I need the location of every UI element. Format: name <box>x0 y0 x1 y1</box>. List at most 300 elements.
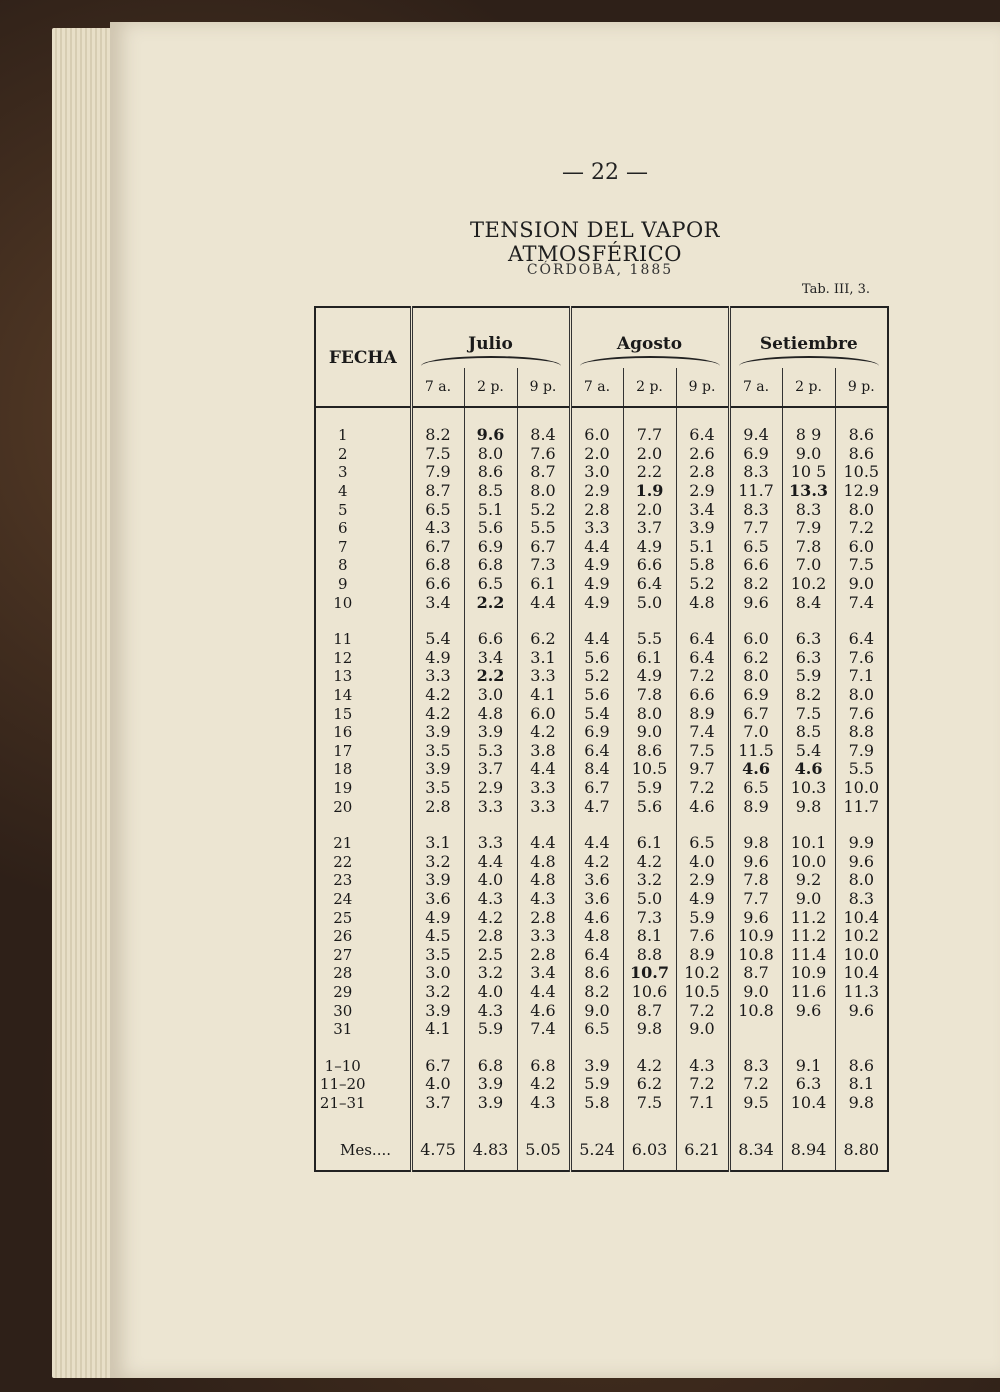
table-cell: 6.7 <box>411 538 464 557</box>
table-cell: 2.9 <box>676 871 729 890</box>
table-cell: 8.34 <box>729 1112 782 1171</box>
table-cell: 4.0 <box>464 983 517 1002</box>
table-cell: 8.7 <box>623 1001 676 1020</box>
table-cell: 6.4 <box>623 575 676 594</box>
table-cell: 4.5 <box>411 927 464 946</box>
table-cell: 7.8 <box>623 686 676 705</box>
table-cell: 3.3 <box>517 667 570 686</box>
row-label: 25 <box>333 908 353 927</box>
table-cell: 4.8 <box>570 927 623 946</box>
table-cell: 7.7 <box>729 890 782 909</box>
table-cell: 7.5 <box>676 742 729 761</box>
table-cell <box>729 1020 782 1039</box>
table-cell: 10.4 <box>782 1094 835 1113</box>
table-cell: 10.3 <box>782 779 835 798</box>
table-cell: 6.0 <box>570 407 623 445</box>
table-cell: 5.8 <box>676 556 729 575</box>
row-label: 3 <box>337 463 348 482</box>
page-title: TENSION DEL VAPOR ATMOSFÉRICO <box>469 218 720 266</box>
table-row <box>315 463 888 482</box>
table-cell: 8.0 <box>517 482 570 501</box>
table-cell: 2.8 <box>570 500 623 519</box>
table-cell: 3.8 <box>517 742 570 761</box>
table-cell: 6.4 <box>676 612 729 649</box>
table-cell: 4.9 <box>623 667 676 686</box>
table-cell: 10.0 <box>835 945 888 964</box>
table-cell: 4.3 <box>411 519 464 538</box>
table-cell: 2.9 <box>676 482 729 501</box>
table-cell: 10.5 <box>623 760 676 779</box>
row-label: 27 <box>333 945 353 964</box>
table-cell: 7.3 <box>517 556 570 575</box>
table-cell: 6.8 <box>464 1038 517 1075</box>
row-label: 17 <box>333 741 353 760</box>
table-cell: 5.6 <box>570 686 623 705</box>
table-cell: 4.9 <box>570 556 623 575</box>
table-cell: 8.7 <box>729 964 782 983</box>
table-row <box>315 871 888 890</box>
hour-header: 9 p. <box>676 368 729 407</box>
table-cell: 3.9 <box>676 519 729 538</box>
table-cell: 3.7 <box>623 519 676 538</box>
table-cell: 2.2 <box>464 667 517 686</box>
table-cell: 3.0 <box>464 686 517 705</box>
table-cell: 11.6 <box>782 983 835 1002</box>
table-row <box>315 667 888 686</box>
table-cell: 2.8 <box>411 797 464 816</box>
table-cell: 4.6 <box>517 1001 570 1020</box>
table-cell: 8.0 <box>729 667 782 686</box>
table-cell: 4.2 <box>623 852 676 871</box>
table-cell: 8.8 <box>623 945 676 964</box>
row-label: 13 <box>333 667 353 686</box>
table-cell: 2.8 <box>676 463 729 482</box>
table-cell: 4.9 <box>411 649 464 668</box>
table-cell: 3.3 <box>464 797 517 816</box>
table-cell: 5.6 <box>623 797 676 816</box>
table-cell: 7.2 <box>676 1001 729 1020</box>
table-cell: 8.2 <box>782 686 835 705</box>
table-cell: 9.8 <box>729 816 782 853</box>
hour-header: 9 p. <box>835 368 888 407</box>
table-cell: 9.0 <box>782 890 835 909</box>
table-cell: 6.0 <box>835 538 888 557</box>
month-header: Julio <box>411 307 570 354</box>
page-number: — 22 — <box>562 160 648 185</box>
table-cell: 4.83 <box>464 1112 517 1171</box>
table-cell: 4.8 <box>517 852 570 871</box>
table-cell: 4.6 <box>782 760 835 779</box>
table-cell: 7.1 <box>835 667 888 686</box>
table-cell: 7.8 <box>782 538 835 557</box>
table-cell: 6.1 <box>623 649 676 668</box>
table-row <box>315 649 888 668</box>
table-cell: 7.4 <box>835 593 888 612</box>
table-cell: 6.8 <box>411 556 464 575</box>
row-label: 16 <box>333 723 353 742</box>
table-cell: 7.2 <box>676 779 729 798</box>
row-label: 12 <box>333 648 353 667</box>
table-cell: 3.9 <box>464 723 517 742</box>
table-cell: 5.4 <box>782 742 835 761</box>
table-cell: 5.1 <box>464 500 517 519</box>
table-cell: 9.0 <box>835 575 888 594</box>
table-cell: 4.2 <box>623 1038 676 1075</box>
table-row <box>315 1001 888 1020</box>
table-cell: 7.4 <box>517 1020 570 1039</box>
month-header: Agosto <box>570 307 729 354</box>
table-cell: 9.9 <box>835 816 888 853</box>
table-cell: 8.0 <box>835 686 888 705</box>
table-cell: 4.6 <box>570 908 623 927</box>
table-cell: 6.03 <box>623 1112 676 1171</box>
table-cell: 7.7 <box>623 407 676 445</box>
table-cell: 3.5 <box>411 945 464 964</box>
table-cell: 8.6 <box>570 964 623 983</box>
table-cell: 4.9 <box>411 908 464 927</box>
table-cell: 4.1 <box>411 1020 464 1039</box>
table-cell: 9.8 <box>835 1094 888 1113</box>
table-row <box>315 964 888 983</box>
table-cell: 3.3 <box>517 779 570 798</box>
table-cell: 6.8 <box>517 1038 570 1075</box>
table-cell: 10 5 <box>782 463 835 482</box>
row-label: 23 <box>333 871 353 890</box>
table-cell: 8.7 <box>411 482 464 501</box>
row-label: 18 <box>333 760 353 779</box>
table-cell: 3.3 <box>517 927 570 946</box>
table-cell: 6.1 <box>623 816 676 853</box>
subtitle: CÓRDOBA, 1885 <box>526 262 674 278</box>
table-cell: 9.0 <box>676 1020 729 1039</box>
table-cell: 6.4 <box>570 742 623 761</box>
table-cell: 8.2 <box>570 983 623 1002</box>
table-row <box>315 538 888 557</box>
row-label: 31 <box>333 1020 353 1039</box>
row-label: 24 <box>333 889 353 908</box>
month-header: Setiembre <box>729 307 888 354</box>
table-cell: 10.9 <box>782 964 835 983</box>
table-row <box>315 556 888 575</box>
table-cell: 11.5 <box>729 742 782 761</box>
table-cell: 4.9 <box>623 538 676 557</box>
table-cell: 8.3 <box>782 500 835 519</box>
row-label: 1–10 <box>324 1056 361 1075</box>
table-row <box>315 407 888 445</box>
table-cell: 9.6 <box>729 593 782 612</box>
table-cell: 2.2 <box>623 463 676 482</box>
row-label: 21–31 <box>319 1093 366 1112</box>
table-cell: 5.05 <box>517 1112 570 1171</box>
row-label: 14 <box>333 686 353 705</box>
table-cell: 8.9 <box>676 704 729 723</box>
table-cell: 11.3 <box>835 983 888 1002</box>
table-row <box>315 779 888 798</box>
table-cell: 3.1 <box>517 649 570 668</box>
table-cell: 10.7 <box>623 964 676 983</box>
table-cell: 6.2 <box>517 612 570 649</box>
table-row <box>315 1112 888 1171</box>
table-cell: 3.9 <box>411 760 464 779</box>
table-cell: 5.4 <box>411 612 464 649</box>
table-row <box>315 797 888 816</box>
hour-header: 7 a. <box>729 368 782 407</box>
table-cell: 10.0 <box>835 779 888 798</box>
table-cell: 3.9 <box>411 871 464 890</box>
table-cell: 4.4 <box>517 593 570 612</box>
table-row <box>315 723 888 742</box>
table-cell: 8.0 <box>835 871 888 890</box>
table-cell: 4.4 <box>517 983 570 1002</box>
table-cell: 4.4 <box>517 760 570 779</box>
table-cell: 3.2 <box>411 852 464 871</box>
table-cell: 7.4 <box>676 723 729 742</box>
table-cell: 7.0 <box>729 723 782 742</box>
table-cell: 4.4 <box>570 538 623 557</box>
table-cell: 6.9 <box>570 723 623 742</box>
table-cell: 2.9 <box>464 779 517 798</box>
table-cell: 10.8 <box>729 1001 782 1020</box>
vapor-tension-table <box>314 306 889 1172</box>
table-row <box>315 852 888 871</box>
table-cell: 3.2 <box>464 964 517 983</box>
table-cell: 8.6 <box>835 407 888 445</box>
table-cell: 8.4 <box>517 407 570 445</box>
table-cell: 6.5 <box>570 1020 623 1039</box>
row-label: 4 <box>337 482 348 501</box>
table-cell: 2.8 <box>517 908 570 927</box>
table-cell: 4.6 <box>729 760 782 779</box>
table-cell: 5.2 <box>676 575 729 594</box>
table-row <box>315 890 888 909</box>
table-cell: 3.6 <box>411 890 464 909</box>
table-cell: 6.6 <box>676 686 729 705</box>
table-cell: 3.5 <box>411 779 464 798</box>
table-cell: 4.2 <box>464 908 517 927</box>
table-cell: 9.6 <box>729 852 782 871</box>
table-cell: 6.1 <box>517 575 570 594</box>
row-label: 8 <box>337 556 348 575</box>
table-cell: 9.6 <box>835 852 888 871</box>
table-cell: 3.9 <box>411 1001 464 1020</box>
table-cell: 5.2 <box>517 500 570 519</box>
table-cell: 13.3 <box>782 482 835 501</box>
table-cell: 12.9 <box>835 482 888 501</box>
table-cell: 3.6 <box>570 890 623 909</box>
table-cell: 5.6 <box>464 519 517 538</box>
table-cell: 11.2 <box>782 927 835 946</box>
table-cell: 7.6 <box>835 649 888 668</box>
table-cell: 4.4 <box>517 816 570 853</box>
table-cell: 10.4 <box>835 964 888 983</box>
table-cell: 7.2 <box>835 519 888 538</box>
row-label: 30 <box>333 1001 353 1020</box>
table-cell: 3.9 <box>411 723 464 742</box>
row-label: 21 <box>333 834 353 853</box>
table-cell: 3.9 <box>464 1075 517 1094</box>
table-cell: 4.4 <box>464 852 517 871</box>
table-cell: 7.2 <box>729 1075 782 1094</box>
table-row <box>315 742 888 761</box>
table-cell: 9.6 <box>835 1001 888 1020</box>
table-cell: 5.24 <box>570 1112 623 1171</box>
table-cell: 8.3 <box>729 463 782 482</box>
table-cell: 7.8 <box>729 871 782 890</box>
table-cell: 6.7 <box>517 538 570 557</box>
row-label: 6 <box>337 519 348 538</box>
table-cell: 7.0 <box>782 556 835 575</box>
table-cell: 3.3 <box>464 816 517 853</box>
row-label: 5 <box>337 500 348 519</box>
table-cell: 4.75 <box>411 1112 464 1171</box>
table-cell: 8.6 <box>835 445 888 464</box>
table-cell: 8.1 <box>835 1075 888 1094</box>
table-cell: 8.3 <box>729 500 782 519</box>
table-cell: 5.8 <box>570 1094 623 1113</box>
table-cell: 9.0 <box>570 1001 623 1020</box>
month-brace <box>729 354 888 368</box>
fecha-header: FECHA <box>328 348 397 368</box>
table-cell: 5.4 <box>570 704 623 723</box>
table-cell: 5.0 <box>623 890 676 909</box>
table-cell: 6.2 <box>623 1075 676 1094</box>
table-cell: 10.2 <box>676 964 729 983</box>
row-label: 10 <box>333 593 353 612</box>
table-cell: 3.4 <box>517 964 570 983</box>
table-cell: 9.8 <box>782 797 835 816</box>
table-cell: 4.8 <box>464 704 517 723</box>
table-cell: 6.8 <box>464 556 517 575</box>
table-cell: 7.2 <box>676 667 729 686</box>
hour-header: 2 p. <box>623 368 676 407</box>
table-cell: 8.2 <box>729 575 782 594</box>
table-cell: 6.3 <box>782 649 835 668</box>
table-cell: 3.5 <box>411 742 464 761</box>
table-cell: 8.3 <box>729 1038 782 1075</box>
table-cell: 7.3 <box>623 908 676 927</box>
table-cell: 9.1 <box>782 1038 835 1075</box>
table-cell: 6.7 <box>411 1038 464 1075</box>
table-cell: 6.0 <box>517 704 570 723</box>
table-cell: 4.9 <box>676 890 729 909</box>
table-body <box>315 407 888 1171</box>
table-cell: 4.2 <box>517 723 570 742</box>
table-cell: 4.0 <box>676 852 729 871</box>
table-cell: 4.9 <box>570 575 623 594</box>
table-cell: 7.6 <box>517 445 570 464</box>
table-cell: 6.4 <box>676 407 729 445</box>
table-cell: 8.4 <box>570 760 623 779</box>
table-row <box>315 908 888 927</box>
table-cell: 10.6 <box>623 983 676 1002</box>
table-cell: 6.9 <box>464 538 517 557</box>
table-row <box>315 500 888 519</box>
table-cell: 7.2 <box>676 1075 729 1094</box>
table-cell: 5.9 <box>676 908 729 927</box>
hour-header: 7 a. <box>570 368 623 407</box>
table-cell: 2.0 <box>570 445 623 464</box>
table-cell: 4.9 <box>570 593 623 612</box>
table-reference: Tab. III, 3. <box>801 282 870 297</box>
table-cell: 3.9 <box>464 1094 517 1113</box>
table-cell: 3.7 <box>411 1094 464 1113</box>
table-cell: 6.6 <box>623 556 676 575</box>
table-cell: 5.5 <box>835 760 888 779</box>
table-cell: 7.1 <box>676 1094 729 1113</box>
month-brace <box>570 354 729 368</box>
table-cell: 2.0 <box>623 445 676 464</box>
table-cell: 4.2 <box>570 852 623 871</box>
table-cell: 9.0 <box>623 723 676 742</box>
row-label: 11 <box>333 630 353 649</box>
table-cell: 5.3 <box>464 742 517 761</box>
table-cell: 4.3 <box>517 1094 570 1113</box>
table-cell: 11.7 <box>835 797 888 816</box>
table-cell: 4.4 <box>570 612 623 649</box>
table-cell: 9.0 <box>729 983 782 1002</box>
table-row <box>315 927 888 946</box>
table-cell: 8.0 <box>835 500 888 519</box>
table-cell: 3.0 <box>570 463 623 482</box>
table-row <box>315 445 888 464</box>
table-cell: 5.9 <box>623 779 676 798</box>
table-cell: 9.6 <box>782 1001 835 1020</box>
table-cell: 9.2 <box>782 871 835 890</box>
table-cell: 4.3 <box>464 890 517 909</box>
table-cell: 6.6 <box>464 612 517 649</box>
table-cell: 3.1 <box>411 816 464 853</box>
table-cell: 10.4 <box>835 908 888 927</box>
table-cell: 7.5 <box>835 556 888 575</box>
hour-header: 2 p. <box>782 368 835 407</box>
table-cell: 1.9 <box>623 482 676 501</box>
table-cell: 5.5 <box>517 519 570 538</box>
table-cell: 4.2 <box>517 1075 570 1094</box>
table-cell: 5.6 <box>570 649 623 668</box>
table-cell: 6.5 <box>729 538 782 557</box>
table-cell: 6.6 <box>729 556 782 575</box>
table-cell: 5.9 <box>464 1020 517 1039</box>
table-cell: 6.2 <box>729 649 782 668</box>
table-cell: 7.9 <box>782 519 835 538</box>
table-cell: 9.8 <box>623 1020 676 1039</box>
table-cell: 9.6 <box>464 407 517 445</box>
table-cell: 4.0 <box>411 1075 464 1094</box>
table-cell: 2.0 <box>623 500 676 519</box>
table-cell: 4.2 <box>411 686 464 705</box>
table-row <box>315 983 888 1002</box>
row-label: 29 <box>333 982 353 1001</box>
table-cell: 8.0 <box>623 704 676 723</box>
table-row <box>315 482 888 501</box>
table-cell: 7.5 <box>623 1094 676 1113</box>
table-cell: 6.7 <box>570 779 623 798</box>
table-cell: 8.0 <box>464 445 517 464</box>
hour-header: 9 p. <box>517 368 570 407</box>
table-cell: 8.5 <box>464 482 517 501</box>
table-row <box>315 760 888 779</box>
table-cell: 8.6 <box>623 742 676 761</box>
table-row <box>315 686 888 705</box>
row-label: Mes.... <box>315 1112 411 1171</box>
row-label: 1 <box>337 426 348 445</box>
table-cell: 6.4 <box>676 649 729 668</box>
row-label: 20 <box>333 797 353 816</box>
table-cell: 6.3 <box>782 1075 835 1094</box>
hour-header-row <box>315 368 888 407</box>
table-cell: 11.4 <box>782 945 835 964</box>
table-row <box>315 1075 888 1094</box>
